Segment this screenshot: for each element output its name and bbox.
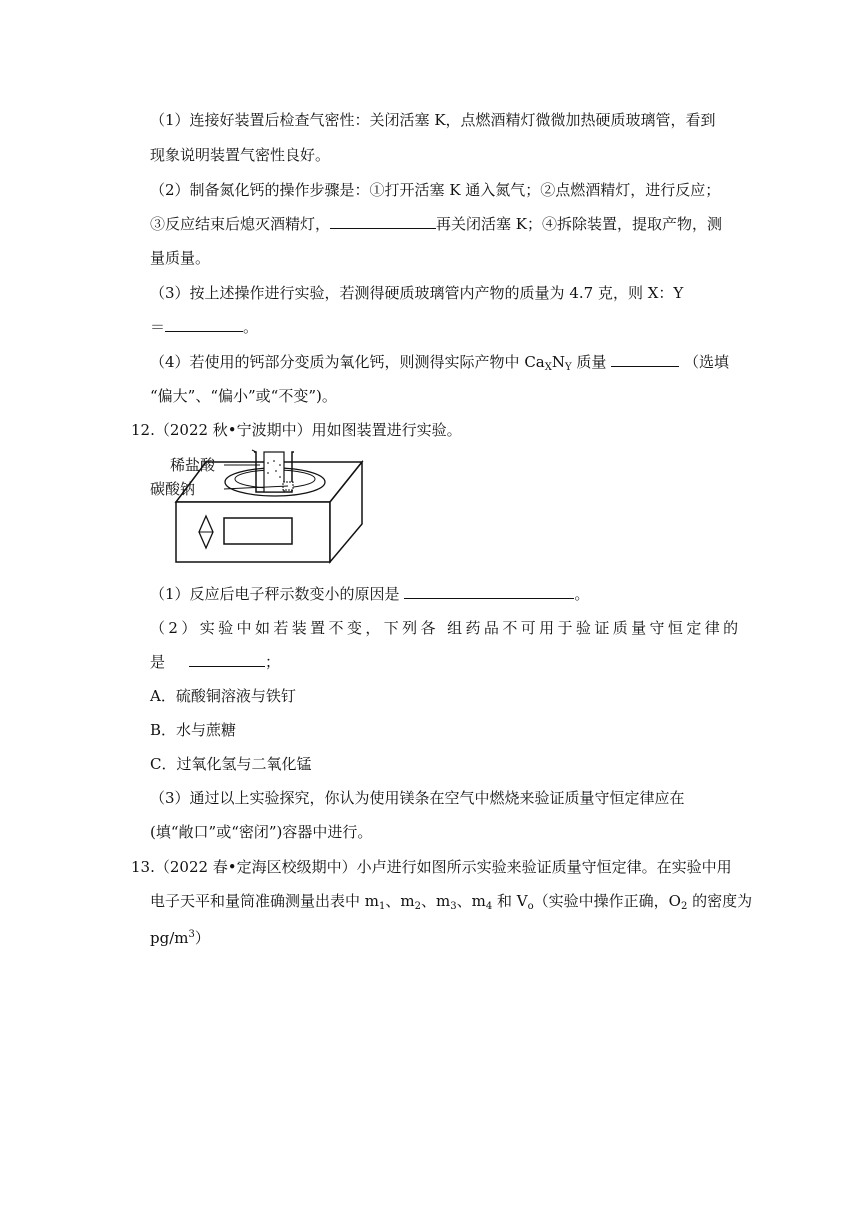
q12-p3-line2: (填“敞口”或“密闭”)容器中进行。 bbox=[150, 823, 373, 841]
formula-n: N bbox=[551, 353, 565, 371]
q13-line1: 13.（2022 春•定海区校级期中）小卢进行如图所示实验来验证质量守恒定律。在实验中用 bbox=[131, 858, 732, 876]
q12-p2-line2b: ； bbox=[265, 653, 281, 671]
q12-option-a[interactable]: A．硫酸铜溶液与铁钉 bbox=[150, 687, 296, 705]
answer-blank[interactable] bbox=[189, 652, 265, 667]
q12-p1 bbox=[150, 584, 589, 604]
q13-line2 bbox=[150, 891, 752, 917]
q11-p1-line2: 现象说明装置气密性良好。 bbox=[150, 146, 331, 164]
q11-p4-line1 bbox=[150, 352, 729, 378]
q13-line2c: （实验中操作正确，O bbox=[533, 892, 681, 910]
q12-p1a: （1）反应后电子秤示数变小的原因是 bbox=[150, 585, 400, 603]
separator: 、m bbox=[385, 892, 415, 910]
scale-display bbox=[224, 518, 292, 544]
answer-blank[interactable] bbox=[611, 352, 679, 367]
superscript: 3 bbox=[188, 929, 195, 940]
q11-p4-line2: “偏大”、“偏小”或“不变”)。 bbox=[150, 387, 337, 405]
q11-p2-line2b: 再关闭活塞 K；④拆除装置，提取产物，测 bbox=[436, 215, 722, 233]
q11-p1-line1: （1）连接好装置后检查气密性：关闭活塞 K，点燃酒精灯微微加热硬质玻璃管，看到 bbox=[150, 111, 716, 129]
subscript: o bbox=[527, 901, 534, 912]
q12-p1b: 。 bbox=[574, 585, 590, 603]
q11-p2-line2 bbox=[150, 214, 722, 234]
q13-line3a: pg/m bbox=[150, 929, 189, 947]
subscript: 1 bbox=[379, 901, 386, 912]
q11-p4-line1c: （选填 bbox=[683, 353, 729, 371]
answer-blank[interactable] bbox=[330, 214, 436, 229]
subscript: 3 bbox=[450, 901, 457, 912]
q11-p3-line2b: 。 bbox=[243, 318, 259, 336]
subscript: 4 bbox=[485, 901, 493, 912]
q13-line2d: 的密度为 bbox=[692, 892, 753, 910]
q11-p3-line2a: ＝ bbox=[150, 318, 166, 336]
q11-p3-line2 bbox=[150, 317, 258, 337]
label-carbonate: 碳酸钠 bbox=[150, 480, 196, 498]
answer-blank[interactable] bbox=[165, 317, 243, 332]
label-acid: 稀盐酸 bbox=[170, 456, 216, 474]
q11-p2-line1: （2）制备氮化钙的操作步骤是：①打开活塞 K 通入氮气；②点燃酒精灯，进行反应； bbox=[150, 181, 721, 199]
q12-p2-line1: （2）实验中如若装置不变，下列各 组药品不可用于验证质量守恒定律的 bbox=[150, 619, 742, 637]
subscript: 2 bbox=[414, 901, 421, 912]
answer-blank[interactable] bbox=[404, 584, 574, 599]
q11-p2-line2a: ③反应结束后熄灭酒精灯， bbox=[150, 215, 331, 233]
q13-line3 bbox=[150, 925, 210, 948]
q11-p4-line1b: 质量 bbox=[571, 353, 607, 371]
subscript: 2 bbox=[680, 901, 688, 912]
q12-p2-line2a: 是 bbox=[150, 653, 166, 671]
q13-line2a: 电子天平和量筒准确测量出表中 m bbox=[150, 892, 379, 910]
scale-figure bbox=[150, 446, 364, 570]
q12-p2-line2 bbox=[150, 652, 280, 672]
q11-p3-line1: （3）按上述操作进行实验，若测得硬质玻璃管内产物的质量为 4.7 克，则 X：Y bbox=[150, 284, 684, 302]
q12-header: 12.（2022 秋•宁波期中）用如图装置进行实验。 bbox=[131, 421, 462, 439]
q11-p2-line3: 量质量。 bbox=[150, 249, 211, 267]
q13-line2b: 和 V bbox=[496, 892, 528, 910]
separator: 、m bbox=[420, 892, 451, 910]
separator: 、m bbox=[456, 892, 486, 910]
subscript: X bbox=[544, 362, 552, 373]
subscript: Y bbox=[564, 362, 572, 373]
q11-p4-line1a: （4）若使用的钙部分变质为氧化钙，则测得实际产物中 Ca bbox=[150, 353, 545, 371]
q12-p3-line1: （3）通过以上实验探究，你认为使用镁条在空气中燃烧来验证质量守恒定律应在 bbox=[150, 789, 685, 807]
q12-option-b[interactable]: B．水与蔗糖 bbox=[150, 721, 237, 739]
q12-option-c[interactable]: C．过氧化氢与二氧化锰 bbox=[150, 755, 312, 773]
q13-line3b: ） bbox=[194, 929, 210, 947]
